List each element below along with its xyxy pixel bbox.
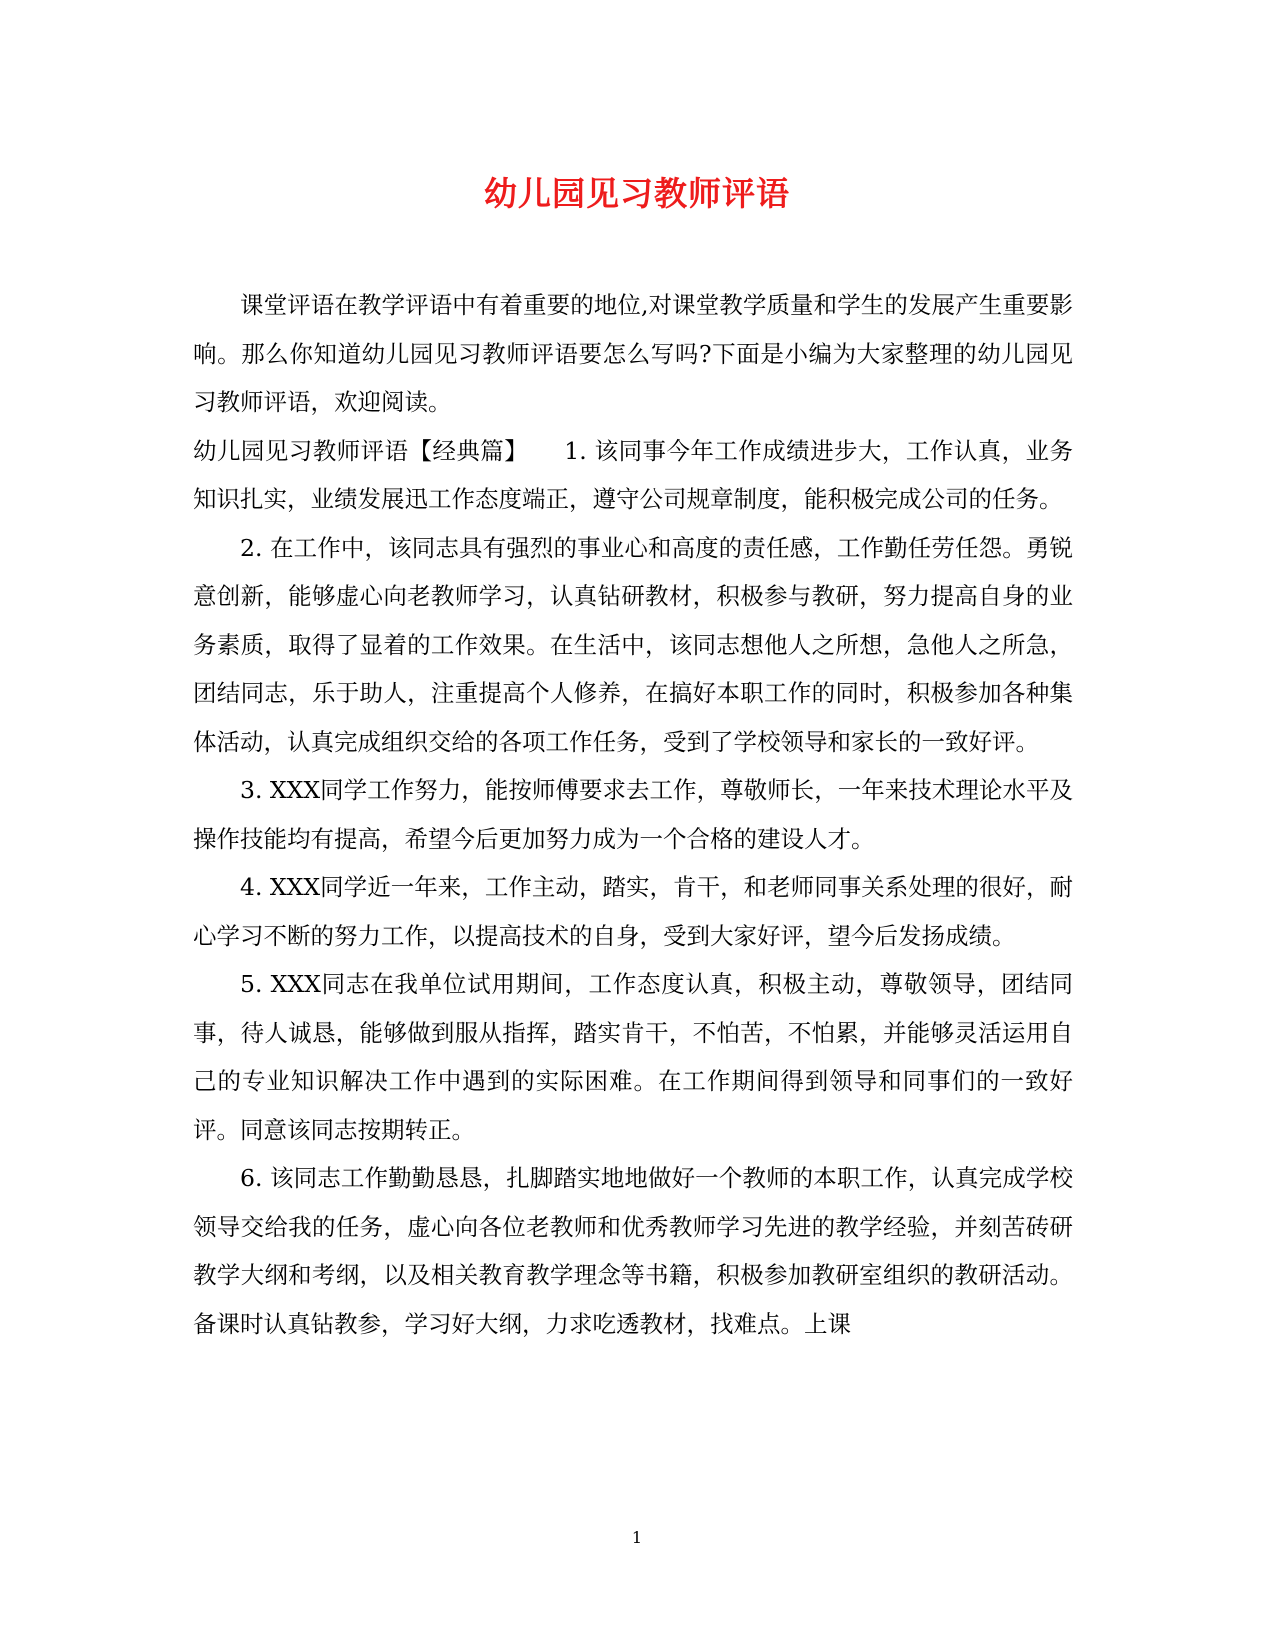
paragraph-item-5: 5. XXX同志在我单位试用期间，工作态度认真，积极主动，尊敬领导，团结同事，待人诚恳，能够做到服从指挥，踏实肯干，不怕苦，不怕累，并能够灵活运用自己的专业知识解决工作中遇到的实际困难。在工作期间得到领导和同事们的一致好评。同意该同志按期转正。	[193, 970, 1073, 1144]
document-body	[193, 281, 1073, 1348]
paragraph-intro: 课堂评语在教学评语中有着重要的地位,对课堂教学质量和学生的发展产生重要影响。那么你知道幼儿园见习教师评语要怎么写吗?下面是小编为大家整理的幼儿园见习教师评语，欢迎阅读。	[193, 291, 1073, 416]
document-title: 幼儿园见习教师评语	[484, 174, 790, 213]
paragraph-item-1: 幼儿园见习教师评语【经典篇】 1. 该同事今年工作成绩进步大，工作认真，业务知识扎实，业绩发展迅工作态度端正，遵守公司规章制度，能积极完成公司的任务。	[193, 436, 1073, 513]
page-number: 1	[631, 1528, 643, 1547]
paragraph-item-2: 2. 在工作中，该同志具有强烈的事业心和高度的责任感，工作勤任劳任怨。勇锐意创新，能够虚心向老教师学习，认真钻研教材，积极参与教研，努力提高自身的业务素质，取得了显着的工作效果。在生活中，该同志想他人之所想，急他人之所急，团结同志，乐于助人，注重提高个人修养，在搞好本职工作的同时，积极参加各种集体活动，认真完成组织交给的各项工作任务，受到了学校领导和家长的一致好评。	[193, 533, 1073, 756]
paragraph-item-3: 3. XXX同学工作努力，能按师傅要求去工作，尊敬师长，一年来技术理论水平及操作技能均有提高，希望今后更加努力成为一个合格的建设人才。	[193, 776, 1073, 853]
paragraph-item-4: 4. XXX同学近一年来，工作主动，踏实，肯干，和老师同事关系处理的很好，耐心学习不断的努力工作，以提高技术的自身，受到大家好评，望今后发扬成绩。	[193, 873, 1073, 950]
paragraph-item-6: 6. 该同志工作勤勤恳恳，扎脚踏实地地做好一个教师的本职工作，认真完成学校领导交给我的任务，虚心向各位老教师和优秀教师学习先进的教学经验，并刻苦砖研教学大纲和考纲，以及相关教育教学理念等书籍，积极参加教研室组织的教研活动。备课时认真钻教参，学习好大纲，力求吃透教材，找难点。上课	[193, 1164, 1073, 1338]
